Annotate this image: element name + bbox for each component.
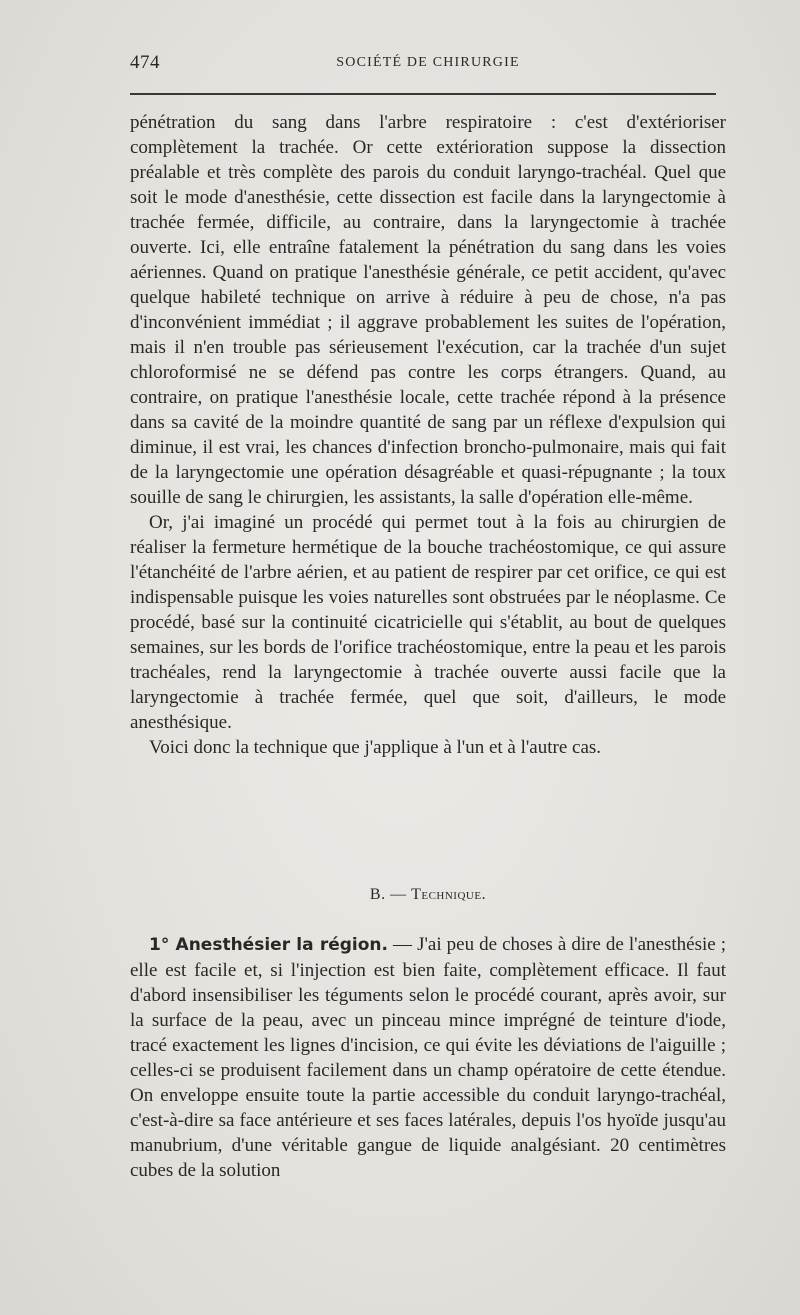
step-body: — J'ai peu de choses à dire de l'anesthésie ; elle est facile et, si l'injection est bien faite, complètement efficace. Il faut d'abord insensibiliser les téguments selon le procédé courant, après avoir, sur la surface de la peau, avec un pinceau mince imprégné de teinture d'iode, tracé exactement les lignes d'incision, ce qui évite les déviations de l'aiguille ; celles-ci se produisent facilement dans un champ opératoire de cette étendue. On enveloppe ensuite toute la partie accessible du conduit laryngo-trachéal, c'est-à-dire sa face antérieure et ses faces latérales, depuis l'os hyoïde jusqu'au manubrium, d'une véritable gangue de liquide analgésiant. 20 centimètres cubes de la solution [130,934,726,1181]
journal-title: SOCIÉTÉ DE CHIRURGIE [336,55,520,70]
body-text [130,110,726,760]
paragraph: pénétration du sang dans l'arbre respiratoire : c'est d'extérioriser complètement la trachée. Or cette extérioration suppose la dissection préalable et très complète des parois du conduit laryngo-trachéal. Quel que soit le mode d'anesthésie, cette dissection est facile dans la laryngectomie à trachée fermée, difficile, au contraire, dans la laryngectomie à trachée ouverte. Ici, elle entraîne fatalement la pénétration du sang dans les voies aériennes. Quand on pratique l'anesthésie générale, ce petit accident, qu'avec quelque habileté technique on arrive à réduire à peu de chose, n'a pas d'inconvénient immédiat ; il aggrave probablement les suites de l'opération, mais il n'en trouble pas sérieusement l'exécution, car la trachée d'un sujet chloroformisé ne se défend pas contre les corps étrangers. Quand, au contraire, on pratique l'anesthésie locale, cette trachée répond à la présence dans sa cavité de la moindre quantité de sang par un réflexe d'expulsion qui diminue, il est vrai, les chances d'infection broncho-pulmonaire, mais qui fait de la laryngectomie une opération désagréable et quasi-répugnante ; la toux souille de sang le chirurgien, les assistants, la salle d'opération elle-même. [130,112,726,508]
running-head [130,52,726,76]
step-title: 1° Anesthésier la région. [149,935,388,955]
paragraph: Voici donc la technique que j'applique à l'un et à l'autre cas. [149,737,602,758]
header-rule [130,93,716,95]
paragraph: Or, j'ai imaginé un procédé qui permet tout à la fois au chirurgien de réaliser la fermeture hermétique de la bouche trachéostomique, ce qui assure l'étanchéité de l'arbre aérien, et au patient de respirer par cet orifice, ce qui est indispensable puisque les voies naturelles sont obstruées par le néoplasme. Ce procédé, basé sur la continuité cicatricielle qui s'établit, au bout de quelques semaines, sur les bords de l'orifice trachéostomique, entre la peau et les parois trachéales, rend la laryngectomie à trachée ouverte aussi facile que la laryngectomie à trachée fermée, quel que soit, d'ailleurs, le mode anesthésique. [130,512,726,733]
step-block [130,932,726,1183]
page-number: 474 [130,52,160,73]
step-paragraph [130,932,726,1183]
section-title: Technique. [411,886,487,903]
section-letter: B. — [369,886,407,903]
section-heading [130,886,726,904]
